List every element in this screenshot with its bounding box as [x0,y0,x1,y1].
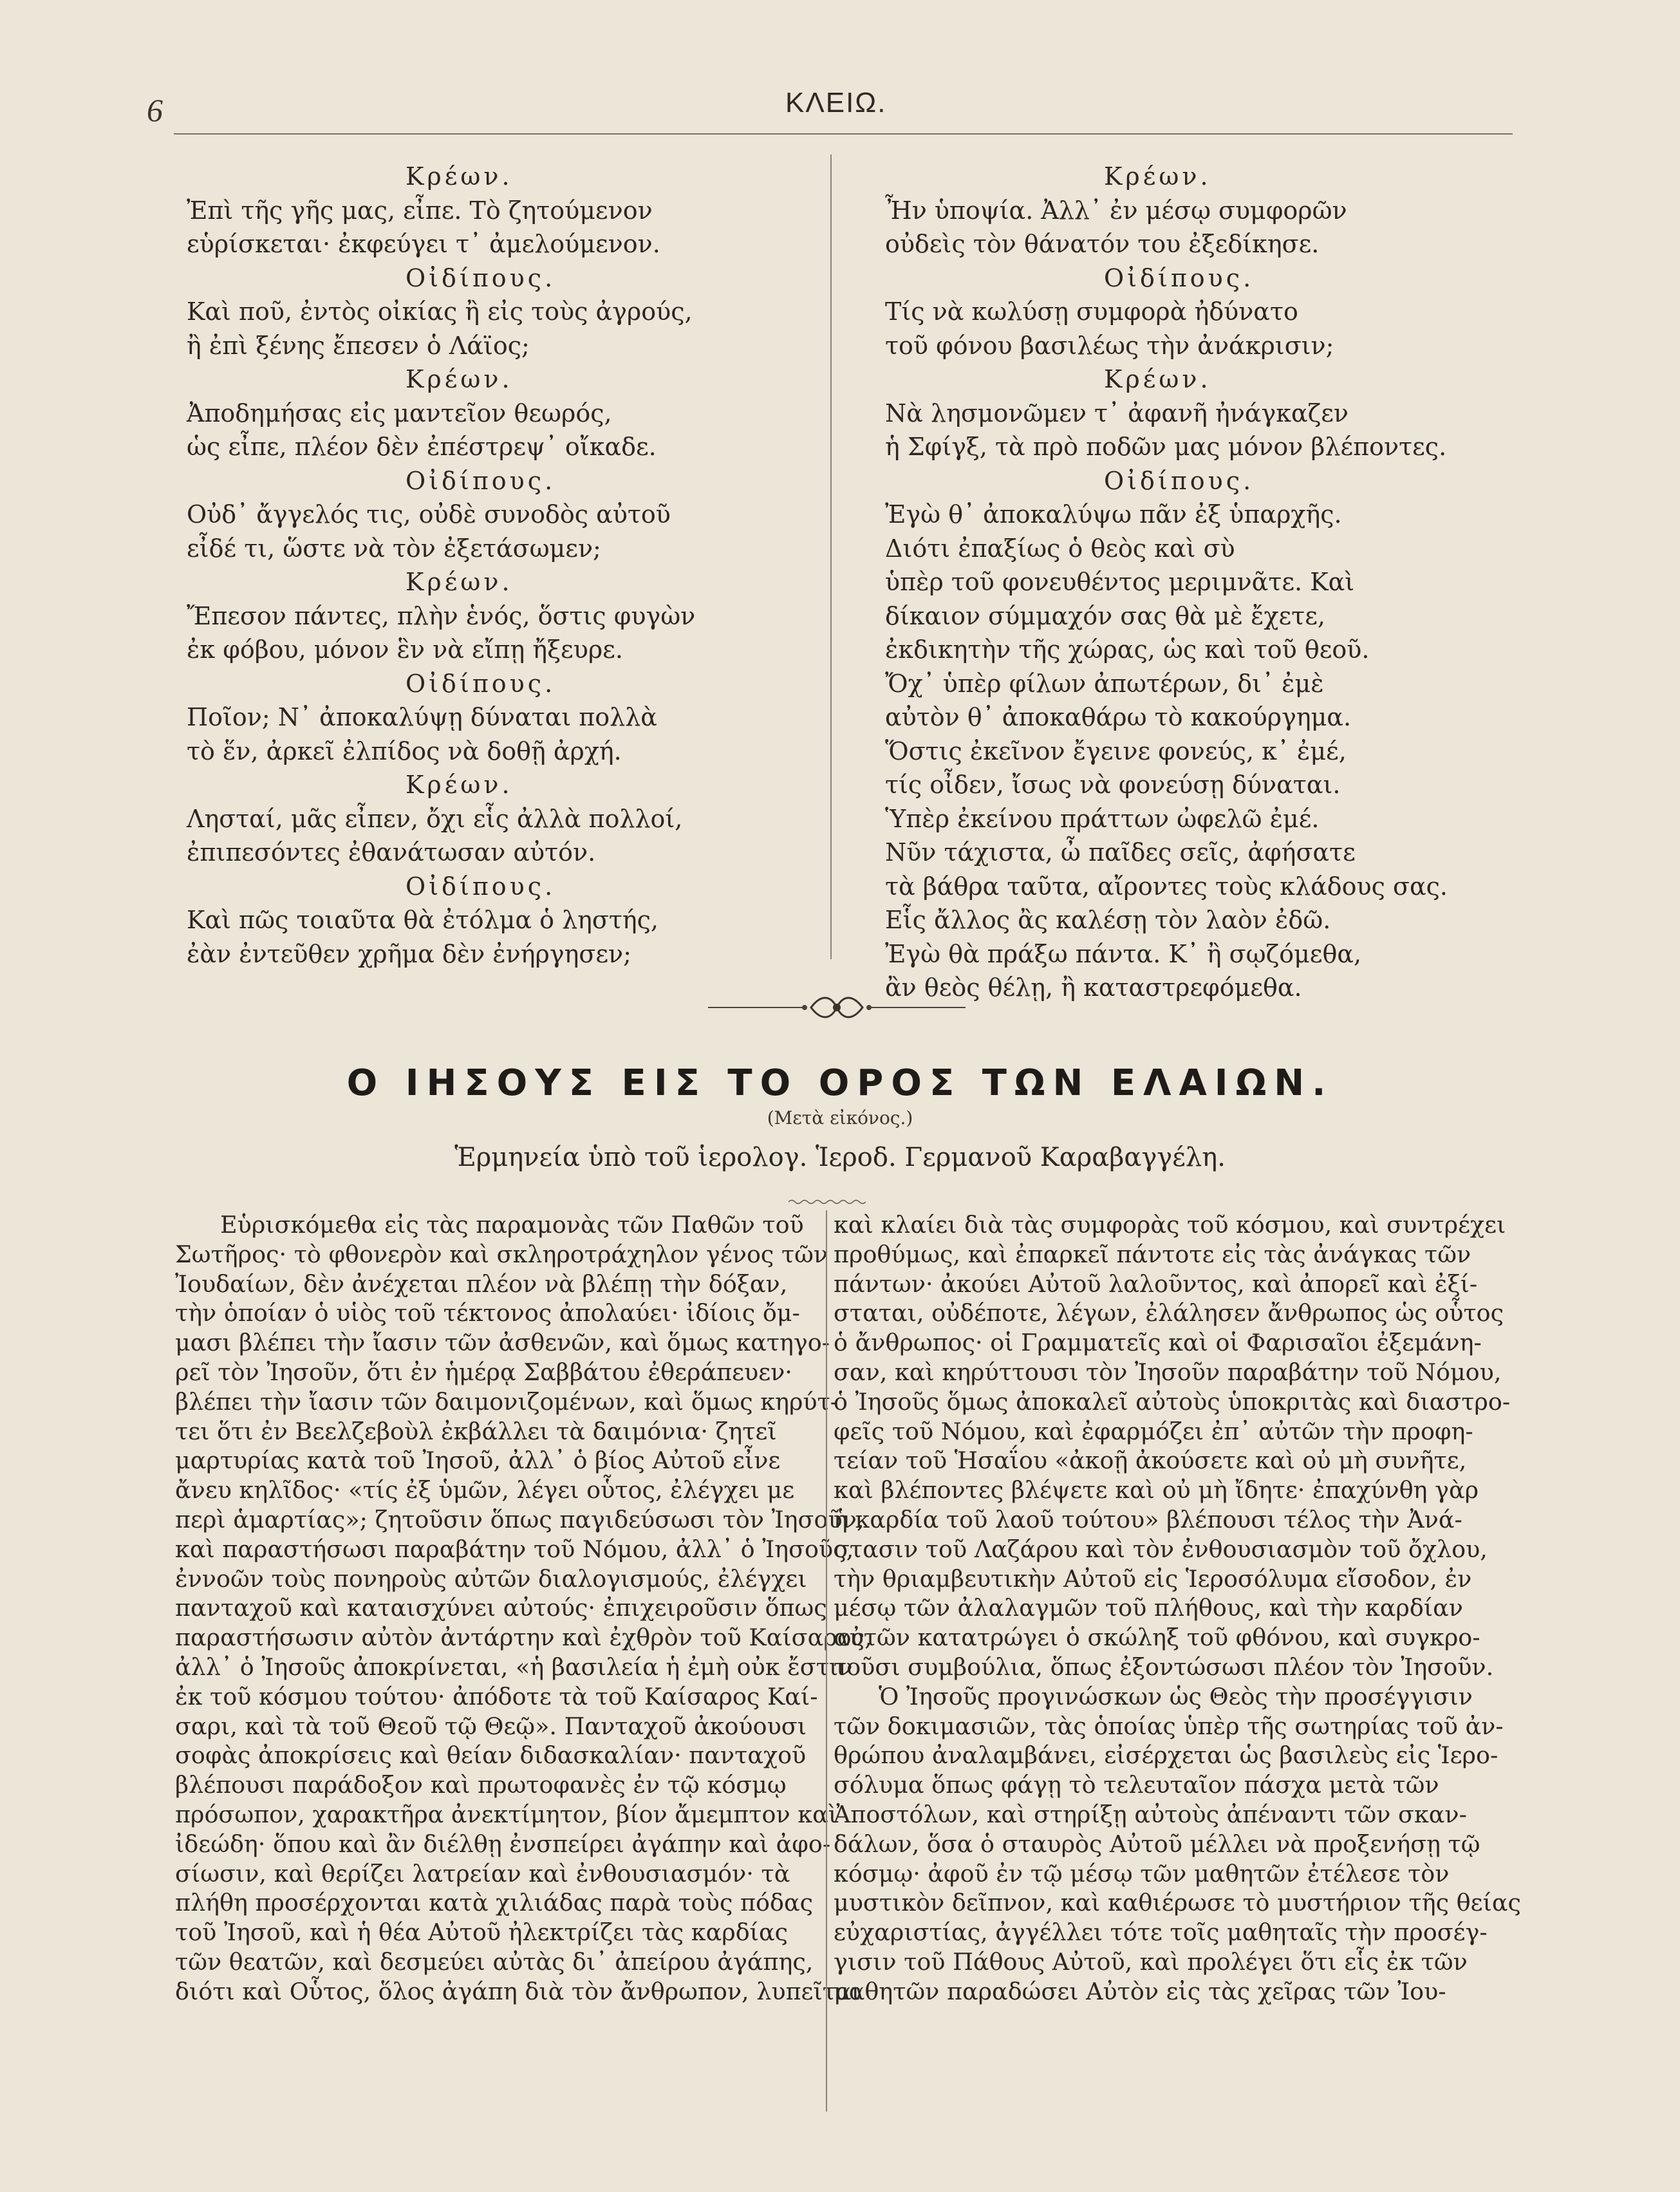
text-line: στασιν τοῦ Λαζάρου καὶ τὸν ἐνθουσιασμὸν τοῦ ὄχλου, [834,1535,1488,1563]
text-line: μαρτυρίας κατὰ τοῦ Ἰησοῦ, ἀλλ᾽ ὁ βίος Αὐτοῦ εἶνε [175,1447,781,1475]
verse-line: αὐτὸν θ᾽ ἀποκαθάρω τὸ κακούργημα. [885,703,1352,731]
verse-line: Ποῖον; Ν᾽ ἀποκαλύψῃ δύναται πολλὰ [187,703,657,731]
text-line: γισιν τοῦ Πάθους Αὐτοῦ, καὶ προλέγει ὅτι εἷς ἐκ τῶν [834,1947,1468,1976]
text-line: παραστήσωσιν αὐτὸν ἀντάρτην καὶ ἐχθρὸν τοῦ Καίσαρος, [175,1624,872,1652]
byline-rule [789,1199,866,1205]
text-line: ἰδεώδη· ὅπου καὶ ἂν διέλθῃ ἐνσπείρει ἀγάπην καὶ ἀφο- [175,1830,831,1858]
verse-line: Καὶ πῶς τοιαῦτα θὰ ἐτόλμα ὁ ληστής, [187,906,659,934]
speaker-name: Κρέων. [1104,162,1211,191]
speaker-name: Οἰδίπους. [406,872,556,901]
header-rule [174,133,1513,135]
text-line: ἀλλ᾽ ὁ Ἰησοῦς ἀποκρίνεται, «ἡ βασιλεία ἡ ἐμὴ οὐκ ἔστιν [175,1653,853,1681]
speaker-name: Κρέων. [406,162,513,191]
article-column-divider [826,1210,827,2112]
verse-line: εὑρίσκεται· ἐκφεύγει τ᾽ ἀμελούμενον. [187,230,660,258]
verse-line: ἢ ἐπὶ ξένης ἔπεσεν ὁ Λάϊος; [187,331,530,360]
verse-line: ἂν θεὸς θέλῃ, ἢ καταστρεφόμεθα. [885,973,1302,1002]
speaker-name: Κρέων. [406,568,513,596]
page-number: 6 [147,92,163,128]
text-line: τοῦσι συμβούλια, ὅπως ἐξοντώσωσι πλέον τὸν Ἰησοῦν. [834,1653,1494,1681]
text-line: ἐννοῶν τοὺς πονηροὺς αὐτῶν διαλογισμούς, ἐλέγχει [175,1564,807,1593]
verse-line: Ἀποδημήσας εἰς μαντεῖον θεωρός, [187,398,612,427]
article-byline: Ἑρμηνεία ὑπὸ τοῦ ἱερολογ. Ἱεροδ. Γερμανοῦ Καραβαγγέλη. [454,1143,1226,1172]
text-line: τὴν θριαμβευτικὴν Αὐτοῦ εἰς Ἱεροσόλυμα εἴσοδον, ἐν [834,1564,1472,1593]
verse-line: ἡ Σφίγξ, τὰ πρὸ ποδῶν μας μόνον βλέποντες. [885,433,1447,461]
verse-line: Λησταί, μᾶς εἶπεν, ὄχι εἷς ἀλλὰ πολλοί, [187,804,683,833]
poem-column-left [187,160,830,971]
text-line: φεῖς τοῦ Νόμου, καὶ ἐφαρμόζει ἐπ᾽ αὐτῶν τὴν προφη- [834,1417,1473,1445]
article-column-left [175,1210,872,2007]
text-line: πλήθη προσέρχονται κατὰ χιλιάδας παρὰ τοὺς πόδας [175,1889,814,1917]
verse-line: ὑπὲρ τοῦ φονευθέντος μεριμνᾶτε. Καὶ [885,568,1355,596]
text-line: καὶ κλαίει διὰ τὰς συμφορὰς τοῦ κόσμου, καὶ συντρέχει [834,1211,1506,1239]
text-line: τῶν δοκιμασιῶν, τὰς ὁποίας ὑπὲρ τῆς σωτηρίας τοῦ ἀν- [834,1712,1504,1740]
poem-column-divider [830,155,832,959]
verse-line: Ἐγὼ θ᾽ ἀποκαλύψω πᾶν ἐξ ὑπαρχῆς. [885,500,1342,529]
verse-line: τὸ ἕν, ἀρκεῖ ἐλπίδος νὰ δοθῇ ἀρχή. [187,736,622,765]
text-line: σοφὰς ἀποκρίσεις καὶ θείαν διδασκαλίαν· πανταχοῦ [175,1741,807,1770]
text-line: ἐκ τοῦ κόσμου τούτου· ἀπόδοτε τὰ τοῦ Καίσαρος Καί- [175,1682,818,1710]
text-line: ὁ ἄνθρωπος· οἱ Γραμματεῖς καὶ οἱ Φαρισαῖοι ἐξεμάνη- [834,1329,1482,1357]
text-line: ἄνευ κηλῖδος· «τίς ἐξ ὑμῶν, λέγει οὗτος, ἐλέγχει με [175,1476,795,1504]
text-line: προθύμως, καὶ ἐπαρκεῖ πάντοτε εἰς τὰς ἀνάγκας τῶν [834,1240,1471,1268]
text-line: τει ὅτι ἐν Βεελζεβοὺλ ἐκβάλλει τὰ δαιμόνια· ζητεῖ [175,1417,777,1445]
text-line: ρεῖ τὸν Ἰησοῦν, ὅτι ἐν ἡμέρᾳ Σαββάτου ἐθεράπευεν· [175,1358,792,1386]
text-line: Ἀποστόλων, καὶ στηρίξῃ αὐτοὺς ἀπέναντι τῶν σκαν- [834,1800,1467,1828]
text-line: μαθητῶν παραδώσει Αὐτὸν εἰς τὰς χεῖρας τῶν Ἰου- [834,1977,1446,2005]
verse-line: δίκαιον σύμμαχόν σας θὰ μὲ ἔχετε, [885,601,1325,630]
verse-line: Νῦν τάχιστα, ὦ παῖδες σεῖς, ἀφήσατε [885,838,1356,866]
text-line: μυστικὸν δεῖπνον, καὶ καθιέρωσε τὸ μυστήριον τῆς θείας [834,1889,1521,1917]
text-line: κόσμῳ· ἀφοῦ ἐν τῷ μέσῳ τῶν μαθητῶν ἐτέλεσε τὸν [834,1859,1450,1888]
text-line: πάντων· ἀκούει Αὐτοῦ λαλοῦντος, καὶ ἀπορεῖ καὶ ἐξί- [834,1269,1478,1298]
text-line: βλέπουσι παράδοξον καὶ πρωτοφανὲς ἐν τῷ κόσμῳ [175,1771,787,1799]
text-line: Σωτῆρος· τὸ φθονερὸν καὶ σκληροτράχηλον γένος τῶν [175,1240,828,1268]
text-line: σίωσιν, καὶ θερίζει λατρείαν καὶ ἐνθουσιασμόν· τὰ [175,1859,790,1888]
text-line: καὶ παραστήσωσι παραβάτην τοῦ Νόμου, ἀλλ᾽ ὁ Ἰησοῦς, [175,1535,854,1563]
section-ornament [708,991,966,1024]
text-line: Ὁ Ἰησοῦς προγινώσκων ὡς Θεὸς τὴν προσέγγισιν [879,1682,1473,1710]
speaker-name: Οἰδίπους. [406,263,556,292]
verse-line: Τίς νὰ κωλύσῃ συμφορὰ ἠδύνατο [885,297,1298,326]
verse-line: Νὰ λησμονῶμεν τ᾽ ἀφανῆ ἠνάγκαζεν [885,398,1349,427]
text-line: πρόσωπον, χαρακτῆρα ἀνεκτίμητον, βίον ἄμεμπτον καὶ [175,1800,838,1828]
running-head: ΚΛΕΙΩ. [785,87,887,118]
text-line: σαν, καὶ κηρύττουσι τὸν Ἰησοῦν παραβάτην τοῦ Νόμου, [834,1358,1502,1386]
text-line: Εὑρισκόμεθα εἰς τὰς παραμονὰς τῶν Παθῶν τοῦ [220,1211,804,1239]
verse-line: ἐὰν ἐντεῦθεν χρῆμα δὲν ἐνήργησεν; [187,939,631,968]
verse-line: Οὐδ᾽ ἄγγελός τις, οὐδὲ συνοδὸς αὐτοῦ [187,500,671,529]
speaker-name: Οἰδίπους. [406,466,556,495]
text-line: μέσῳ τῶν ἀλαλαγμῶν τοῦ πλήθους, καὶ τὴν καρδίαν [834,1594,1463,1622]
text-line: σταται, οὐδέποτε, λέγων, ἐλάλησεν ἄνθρωπος ὡς οὗτος [834,1299,1504,1327]
verse-line: Ὄχ᾽ ὑπὲρ φίλων ἀπωτέρων, δι᾽ ἐμὲ [885,669,1324,698]
verse-line: Ὅστις ἐκεῖνον ἔγεινε φονεύς, κ᾽ ἐμέ, [885,736,1347,765]
verse-line: εἶδέ τι, ὥστε νὰ τὸν ἐξετάσωμεν; [187,534,601,563]
text-line: ἡ καρδία τοῦ λαοῦ τούτου» βλέπουσι τέλος τὴν Ἀνά- [834,1505,1462,1533]
text-line: βλέπει τὴν ἴασιν τῶν δαιμονιζομένων, καὶ ὅμως κηρύτ- [175,1387,839,1416]
text-line: θρώπου ἀναλαμβάνει, εἰσέρχεται ὡς βασιλεὺς εἰς Ἱερο- [834,1741,1498,1770]
text-line: τείαν τοῦ Ἡσαΐου «ἀκοῇ ἀκούσετε καὶ οὐ μὴ συνῆτε, [834,1447,1467,1475]
text-line: εὐχαριστίας, ἀγγέλλει τότε τοῖς μαθηταῖς τὴν προσέγ- [834,1918,1488,1947]
verse-line: ὡς εἶπε, πλέον δὲν ἐπέστρεψ᾽ οἴκαδε. [187,433,657,461]
verse-line: οὐδεὶς τὸν θάνατόν του ἐξεδίκησε. [885,230,1320,258]
text-line: καὶ βλέποντες βλέψετε καὶ οὐ μὴ ἴδητε· ἐπαχύνθη γὰρ [834,1476,1479,1504]
verse-line: τίς οἶδεν, ἴσως νὰ φονεύσῃ δύναται. [885,771,1341,799]
text-line: δάλων, ὅσα ὁ σταυρὸς Αὐτοῦ μέλλει νὰ προξενήσῃ τῷ [834,1830,1480,1858]
verse-line: Καὶ ποῦ, ἐντὸς οἰκίας ἢ εἰς τοὺς ἀγρούς, [187,297,693,326]
verse-line: Ἦν ὑποψία. Ἀλλ᾽ ἐν μέσῳ συμφορῶν [885,196,1347,225]
speaker-name: Κρέων. [406,365,513,393]
speaker-name: Οἰδίπους. [1104,466,1255,495]
text-line: σόλυμα ὅπως φάγῃ τὸ τελευταῖον πάσχα μετὰ τῶν [834,1771,1439,1799]
text-line: τὴν ὁποίαν ὁ υἱὸς τοῦ τέκτονος ἀπολαύει· ἰδίοις ὄμ- [175,1299,800,1327]
verse-line: Ἐπὶ τῆς γῆς μας, εἶπε. Τὸ ζητούμενον [187,196,653,225]
text-line: μασι βλέπει τὴν ἴασιν τῶν ἀσθενῶν, καὶ ὅμως κατηγο- [175,1329,830,1357]
verse-line: Διότι ἐπαξίως ὁ θεὸς καὶ σὺ [885,534,1235,563]
verse-line: τοῦ φόνου βασιλέως τὴν ἀνάκρισιν; [885,331,1334,360]
verse-line: ἐπιπεσόντες ἐθανάτωσαν αὐτόν. [187,838,596,866]
text-line: τοῦ Ἰησοῦ, καὶ ἡ θέα Αὐτοῦ ἠλεκτρίζει τὰς καρδίας [175,1918,789,1947]
verse-line: Ἐγὼ θὰ πράξω πάντα. Κ᾽ ἢ σῳζόμεθα, [885,939,1362,968]
speaker-name: Κρέων. [1104,365,1211,393]
speaker-name: Οἰδίπους. [1104,263,1255,292]
text-line: περὶ ἁμαρτίας»; ζητοῦσιν ὅπως παγιδεύσωσι τὸν Ἰησοῦν, [175,1505,864,1533]
verse-line: ἐκδικητὴν τῆς χώρας, ὡς καὶ τοῦ θεοῦ. [885,635,1370,664]
text-line: Ἰουδαίων, δὲν ἀνέχεται πλέον νὰ βλέπῃ τὴν δόξαν, [175,1269,788,1298]
text-line: διότι καὶ Οὗτος, ὅλος ἀγάπη διὰ τὸν ἄνθρωπον, λυπεῖται [175,1977,861,2005]
verse-line: Ἔπεσον πάντες, πλὴν ἑνός, ὅστις φυγὼν [187,601,696,630]
text-line: σαρι, καὶ τὰ τοῦ Θεοῦ τῷ Θεῷ». Πανταχοῦ ἀκούουσι [175,1712,807,1740]
article-column-right [834,1210,1521,2007]
text-line: τῶν θεατῶν, καὶ δεσμεύει αὐτὰς δι᾽ ἀπείρου ἀγάπης, [175,1947,814,1976]
verse-line: τὰ βάθρα ταῦτα, αἴροντες τοὺς κλάδους σας. [885,872,1448,901]
article-note: (Μετὰ εἰκόνος.) [767,1107,913,1129]
speaker-name: Οἰδίπους. [406,669,556,698]
verse-line: ἐκ φόβου, μόνον ἓν νὰ εἴπῃ ἤξευρε. [187,635,623,664]
text-line: ὁ Ἰησοῦς ὅμως ἀποκαλεῖ αὐτοὺς ὑποκριτὰς καὶ διαστρο- [834,1387,1511,1416]
article-title: Ο ΙΗΣΟΥΣ ΕΙΣ ΤΟ ΟΡΟΣ ΤΩΝ ΕΛΑΙΩΝ. [346,1062,1334,1104]
verse-line: Ὑπὲρ ἐκείνου πράττων ὠφελῶ ἐμέ. [885,804,1320,833]
text-line: αὐτῶν κατατρώγει ὁ σκώληξ τοῦ φθόνου, καὶ συγκρο- [834,1624,1480,1652]
text-line: πανταχοῦ καὶ καταισχύνει αὐτούς· ἐπιχειροῦσιν ὅπως [175,1594,827,1622]
speaker-name: Κρέων. [406,771,513,799]
verse-line: Εἷς ἄλλος ἂς καλέσῃ τὸν λαὸν ἐδῶ. [885,906,1331,934]
poem-column-right [885,160,1490,1005]
